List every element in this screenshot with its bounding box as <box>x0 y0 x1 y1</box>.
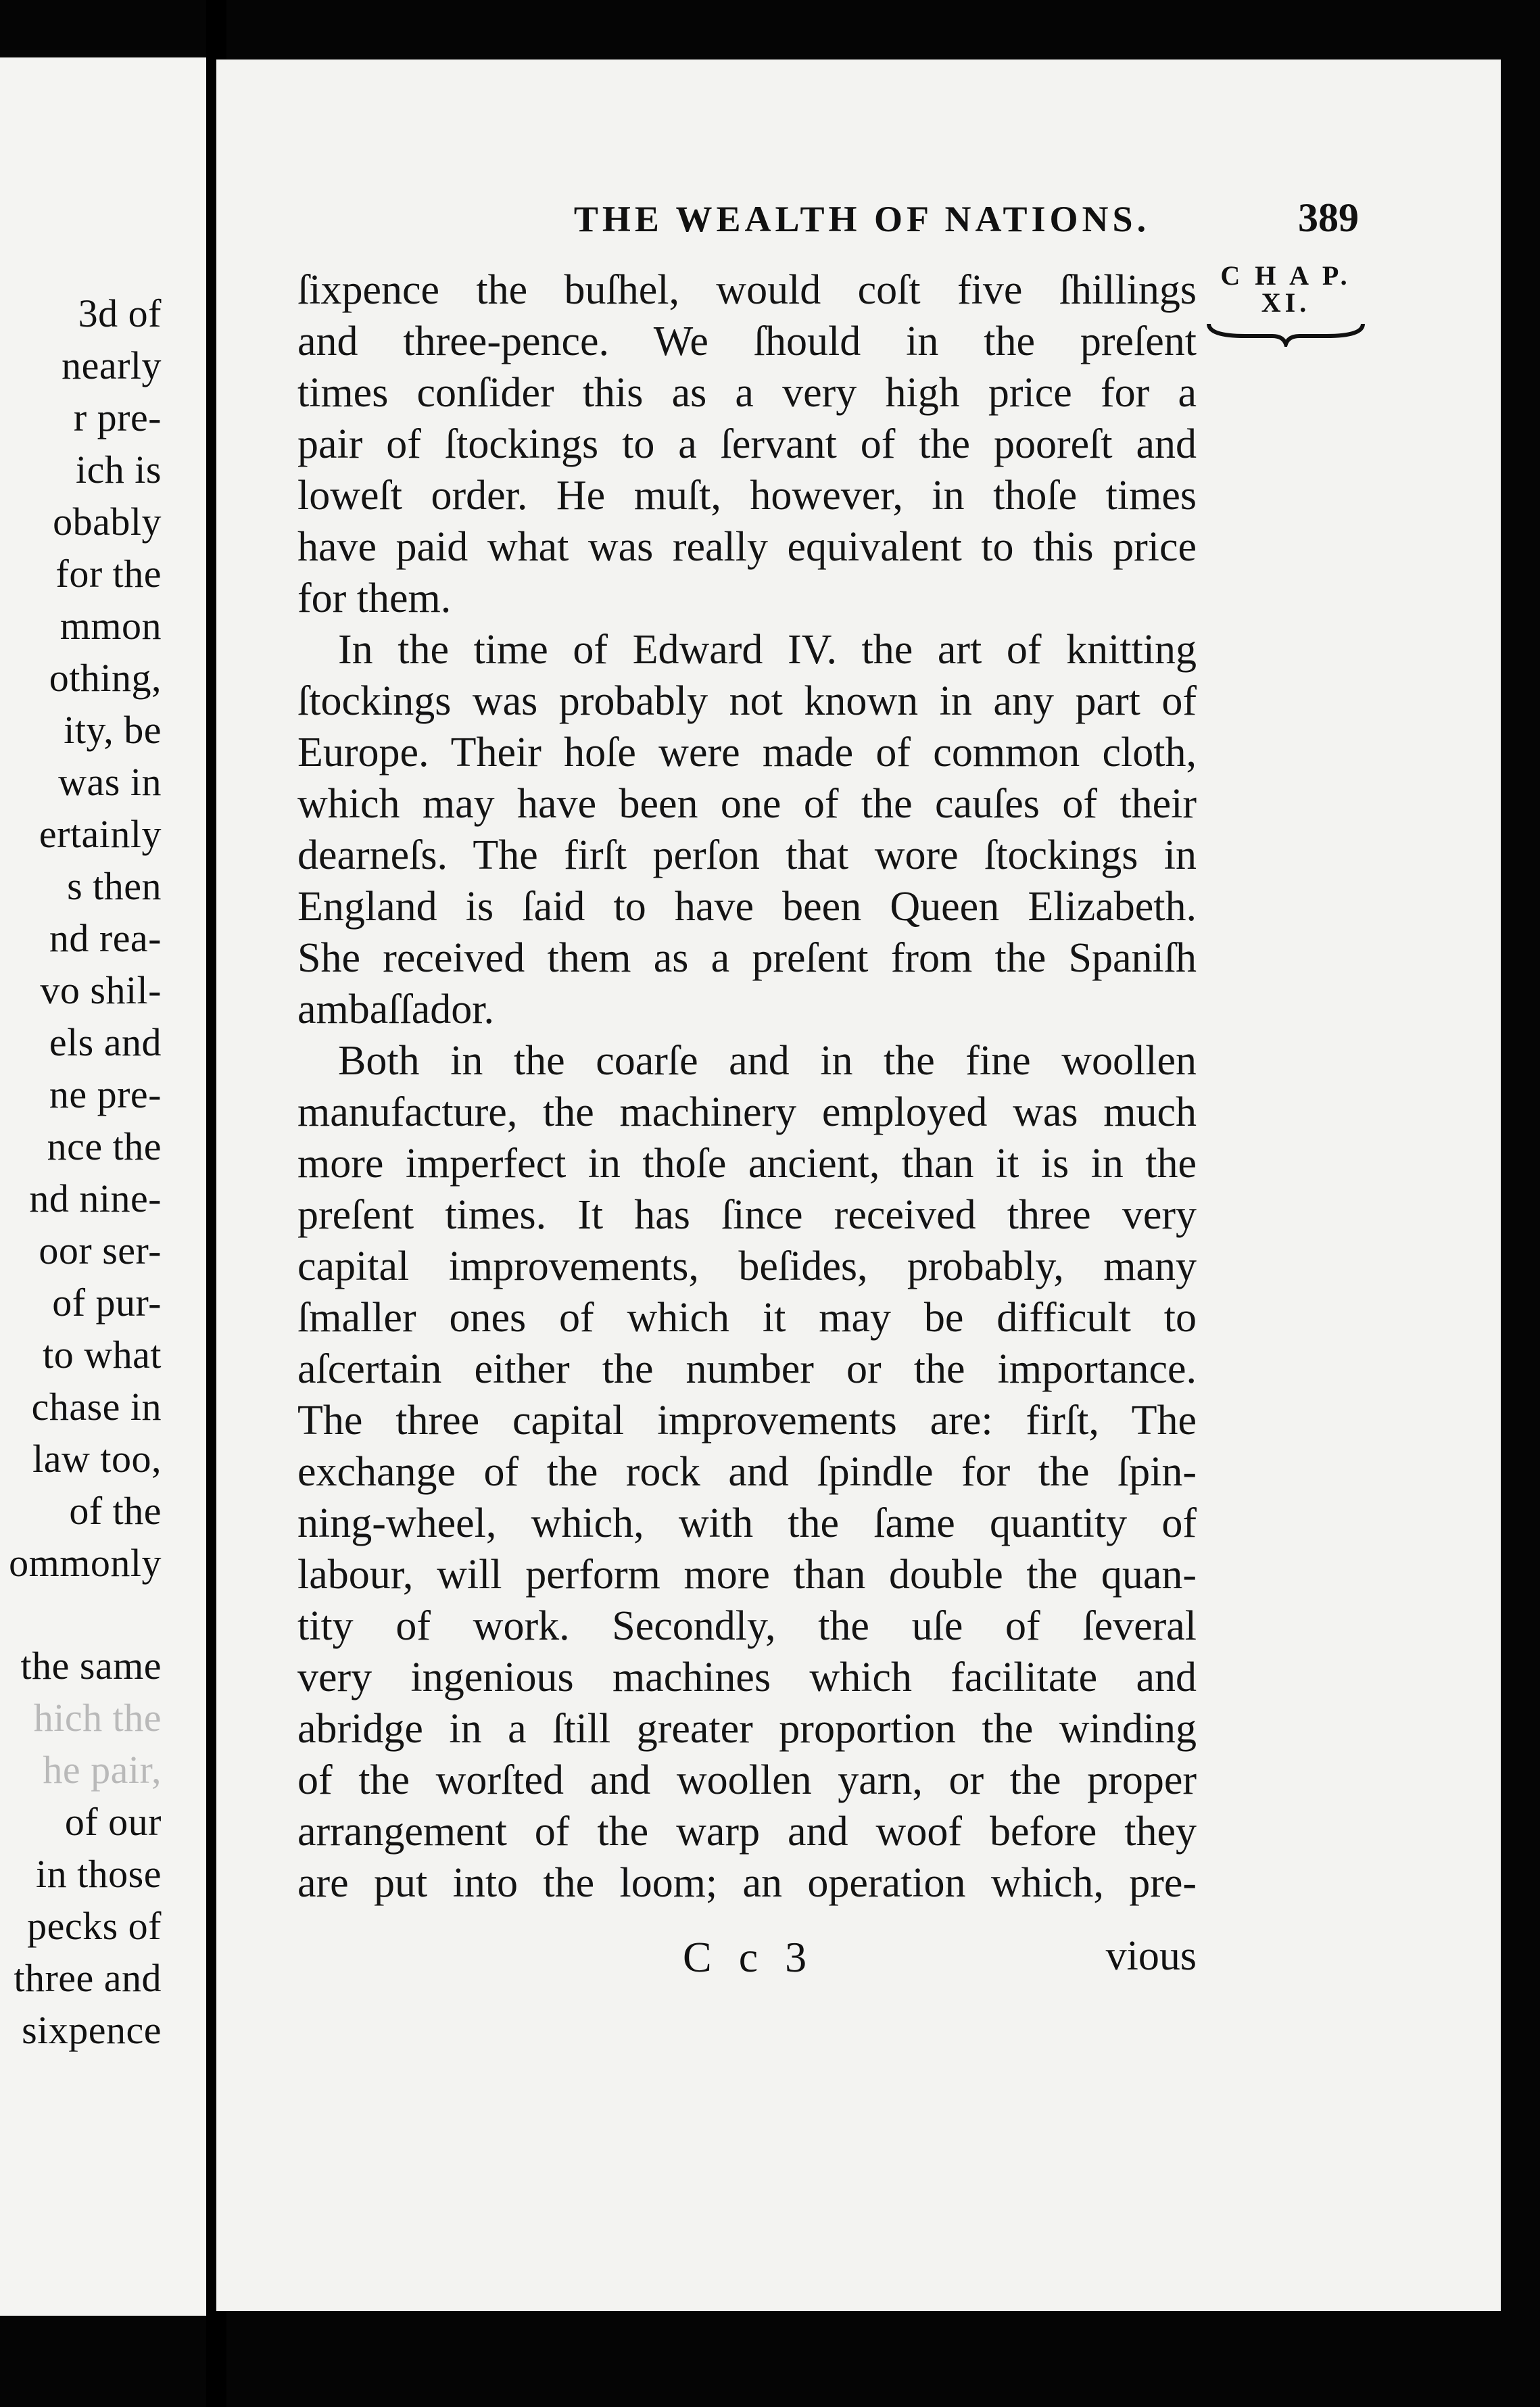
text-line: ambaſſador. <box>297 986 494 1032</box>
left-text-line: vo shil- <box>40 968 162 1012</box>
left-text-line: hich the <box>33 1696 162 1740</box>
left-text-line: nd rea- <box>49 916 162 960</box>
text-line: times conſider this as a very high price for a <box>297 370 1197 416</box>
left-text-line: ich is <box>75 448 162 492</box>
text-line: aſcertain either the number or the importance. <box>297 1346 1197 1392</box>
text-line: abridge in a ſtill greater proportion the winding <box>297 1706 1197 1752</box>
text-line: of the worſted and woollen yarn, or the proper <box>297 1757 1197 1803</box>
left-text-line: sixpence <box>22 2008 162 2052</box>
text-line: In the time of Edward IV. the art of knitting <box>338 627 1197 673</box>
left-text-line: othing, <box>49 656 162 700</box>
page-number: 389 <box>1298 195 1359 240</box>
left-text-line: 3d of <box>78 291 162 335</box>
text-line: more imperfect in thoſe ancient, than it is in the <box>297 1141 1197 1187</box>
left-text-line: in those <box>35 1852 162 1896</box>
left-text-line: mmon <box>59 604 162 648</box>
left-text-line: of pur- <box>52 1281 162 1325</box>
text-line: She received them as a preſent from the Spaniſh <box>297 935 1197 981</box>
text-line: which may have been one of the cauſes of their <box>297 781 1197 827</box>
left-text-line: for the <box>55 552 162 596</box>
left-text-line: of the <box>69 1489 162 1533</box>
text-line: tity of work. Secondly, the uſe of ſeveral <box>297 1603 1197 1649</box>
running-head: THE WEALTH OF NATIONS. <box>573 199 1151 239</box>
text-line: are put into the loom; an operation which, pre- <box>297 1860 1197 1906</box>
right-page <box>216 59 1501 2311</box>
text-line: Europe. Their hoſe were made of common cloth, <box>297 730 1197 776</box>
signature-mark: C c 3 <box>683 1933 815 1981</box>
text-line: ning-wheel, which, with the ſame quantity of <box>297 1500 1197 1546</box>
text-line: The three capital improvements are: firſt, The <box>297 1398 1197 1444</box>
left-text-line: nearly <box>62 343 162 387</box>
text-line: England is ſaid to have been Queen Elizabeth. <box>297 884 1197 930</box>
curly-brace-icon <box>1205 320 1367 347</box>
text-line: Both in the coarſe and in the fine woollen <box>338 1038 1197 1084</box>
text-line: ſmaller ones of which it may be difficult to <box>297 1295 1197 1341</box>
left-text-line: to what <box>43 1333 162 1377</box>
text-line: pair of ſtockings to a ſervant of the pooreſt and <box>297 421 1197 467</box>
left-text-line: he pair, <box>43 1748 162 1792</box>
text-line: exchange of the rock and ſpindle for the ſpin- <box>297 1449 1197 1495</box>
text-line: ſtockings was probably not known in any part of <box>297 678 1197 724</box>
text-line: have paid what was really equivalent to this price <box>297 524 1197 570</box>
left-text-line: of our <box>64 1800 162 1844</box>
left-text-line: the same <box>20 1644 162 1688</box>
chapter-margin-note <box>1205 262 1367 316</box>
left-text-line: s then <box>67 864 162 908</box>
text-line: preſent times. It has ſince received three very <box>297 1192 1197 1238</box>
left-text-line: nce the <box>47 1124 162 1168</box>
left-page <box>0 57 206 2316</box>
left-text-line: obably <box>53 500 162 544</box>
left-text-line: chase in <box>31 1385 162 1429</box>
text-line: manufacture, the machinery employed was much <box>297 1089 1197 1135</box>
text-line: capital improvements, beſides, probably, many <box>297 1243 1197 1289</box>
text-line: dearneſs. The firſt perſon that wore ſtockings in <box>297 832 1197 878</box>
text-line: very ingenious machines which facilitate and <box>297 1654 1197 1700</box>
left-text-line: ne pre- <box>49 1072 162 1116</box>
left-text-line: was in <box>58 760 162 804</box>
catchword: vious <box>1105 1933 1197 1979</box>
chapter-label: C H A P. <box>1220 260 1351 291</box>
left-text-line: els and <box>49 1020 162 1064</box>
text-line: arrangement of the warp and woof before they <box>297 1809 1197 1855</box>
text-line: for them. <box>297 575 452 621</box>
chapter-number: XI. <box>1261 287 1311 318</box>
left-text-line: ity, be <box>64 708 162 752</box>
left-text-line: ommonly <box>9 1541 162 1585</box>
left-text-line: oor ser- <box>39 1229 162 1272</box>
text-line: labour, will perform more than double the quan- <box>297 1552 1197 1598</box>
left-text-line: r pre- <box>73 396 162 439</box>
left-text-line: nd nine- <box>29 1176 162 1220</box>
left-text-line: law too, <box>32 1437 162 1481</box>
text-line: ſixpence the buſhel, would coſt five ſhillings <box>297 267 1197 313</box>
left-text-line: three and <box>14 1956 162 2000</box>
text-line: loweſt order. He muſt, however, in thoſe times <box>297 473 1197 519</box>
left-text-line: ertainly <box>39 812 162 856</box>
text-line: and three-pence. We ſhould in the preſent <box>297 318 1197 364</box>
left-text-line: pecks of <box>27 1904 162 1948</box>
